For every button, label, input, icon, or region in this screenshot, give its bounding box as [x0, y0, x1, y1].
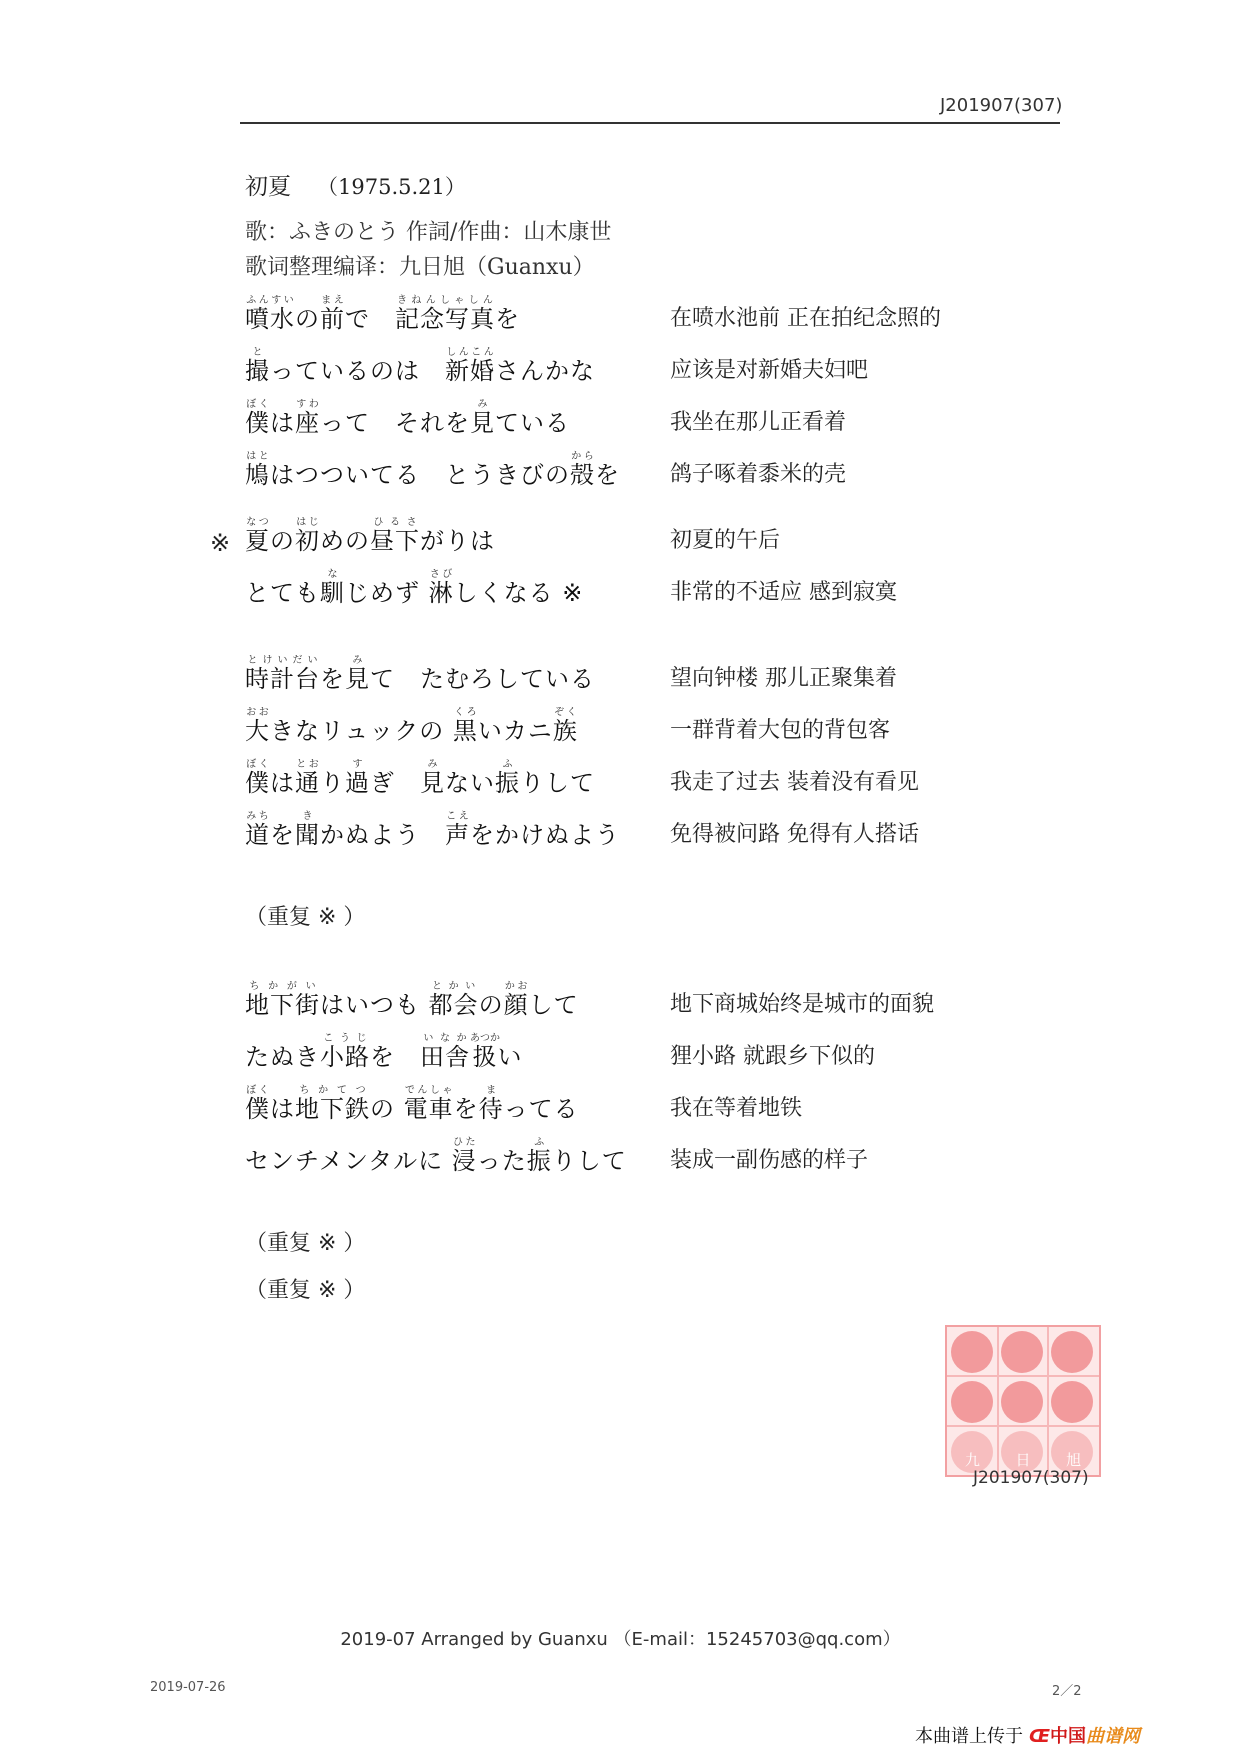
chinese-translation: 地下商城始终是城市的面貌: [670, 992, 935, 1017]
lyric-line: [245, 702, 1065, 754]
japanese-lyric: 夏なつの初はじめの昼下ひるさがりは: [245, 517, 495, 555]
seal-char: 九: [964, 1451, 980, 1469]
japanese-lyric: センチメンタルに 浸ひたった振ふりして: [245, 1137, 627, 1175]
chinese-translation: 鸽子啄着黍米的壳: [670, 462, 847, 487]
song-date: （1975.5.21）: [317, 175, 466, 199]
furigana-word: 昼下ひるさ: [370, 517, 420, 555]
header-rule: [240, 122, 1060, 124]
chinese-translation: 望向钟楼 那儿正聚集着: [670, 666, 897, 691]
japanese-lyric: たぬき小路こうじを 田舎いなか扱あつかい: [245, 1033, 523, 1071]
furigana-word: 殻から: [570, 451, 595, 489]
furigana-word: 浸ひた: [451, 1137, 477, 1175]
furigana-word: 時計台とけいだい: [245, 655, 320, 693]
repeat-chorus: （重复 ※ ）: [245, 1278, 366, 1303]
song-title: 初夏: [245, 174, 291, 200]
furigana-word: 僕ぼく: [245, 1085, 270, 1123]
song-credits: 歌：ふきのとう 作詞/作曲：山木康世: [245, 220, 612, 245]
lyric-verse: [245, 976, 1065, 1184]
furigana-word: 記念写真きねんしゃしん: [395, 295, 495, 333]
site-logo-text: 曲谱网: [1086, 1726, 1141, 1747]
chinese-translation: 我坐在那儿正看着: [670, 410, 847, 435]
furigana-word: 鳩はと: [245, 451, 270, 489]
japanese-lyric: 地下街ちかがいはいつも 都会とかいの顔かおして: [245, 981, 579, 1019]
lyric-line: [245, 446, 1065, 498]
furigana-word: 過す: [345, 759, 370, 797]
lyric-line: [245, 976, 1065, 1028]
furigana-word: 僕ぼく: [245, 399, 270, 437]
furigana-word: 振ふ: [526, 1137, 552, 1175]
furigana-word: 小路こうじ: [320, 1033, 370, 1071]
japanese-lyric: 撮とっているのは 新婚しんこんさんかな: [245, 347, 595, 385]
chinese-translation: 免得被问路 免得有人搭话: [670, 822, 919, 847]
footer-credit: 2019-07 Arranged by Guanxu （E-mail：15245703@qq.com）: [340, 1629, 901, 1650]
site-logo-icon: Œ: [1029, 1726, 1051, 1747]
furigana-word: 新婚しんこん: [445, 347, 495, 385]
furigana-word: 振ふ: [495, 759, 520, 797]
chinese-translation: 在喷水池前 正在拍纪念照的: [670, 306, 941, 331]
site-logo-text: 中国: [1050, 1726, 1087, 1747]
furigana-word: 聞き: [295, 811, 320, 849]
furigana-word: 地下街ちかがい: [245, 981, 320, 1019]
lyric-line: [245, 342, 1065, 394]
lyric-line: [245, 806, 1065, 858]
repeat-chorus: （重复 ※ ）: [245, 1231, 366, 1256]
lyric-line: [245, 754, 1065, 806]
furigana-word: 声こえ: [445, 811, 470, 849]
repeat-chorus: （重复 ※ ）: [245, 905, 366, 930]
header-code: J201907(307): [940, 95, 1063, 116]
furigana-word: 大おお: [245, 707, 270, 745]
japanese-lyric: とても馴なじめず 淋さびしくなる ※: [245, 569, 584, 607]
furigana-word: 道みち: [245, 811, 270, 849]
furigana-word: 淋さび: [428, 569, 454, 607]
upload-note: [915, 1722, 1140, 1748]
furigana-word: 見み: [470, 399, 495, 437]
furigana-word: 夏なつ: [245, 517, 270, 555]
furigana-word: 扱あつか: [470, 1033, 500, 1071]
lyric-line: [245, 1028, 1065, 1080]
japanese-lyric: 道みちを聞きかぬよう 声こえをかけぬよう: [245, 811, 620, 849]
upload-text: 本曲谱上传于: [915, 1726, 1023, 1747]
seal-characters: [947, 1449, 1099, 1470]
translator-credit: 歌词整理编译：九日旭（Guanxu）: [245, 255, 595, 280]
chinese-translation: 一群背着大包的背包客: [670, 718, 891, 743]
furigana-word: 田舎いなか: [420, 1033, 470, 1071]
lyric-line: [245, 564, 1065, 616]
seal-char: 日: [1015, 1451, 1031, 1469]
furigana-word: 噴水ふんすい: [245, 295, 295, 333]
furigana-word: 顔かお: [503, 981, 529, 1019]
furigana-word: 僕ぼく: [245, 759, 270, 797]
japanese-lyric: 時計台とけいだいを見みて たむろしている: [245, 655, 595, 693]
japanese-lyric: 噴水ふんすいの前まえで 記念写真きねんしゃしんを: [245, 295, 520, 333]
japanese-lyric: 僕ぼくは通とおり過すぎ 見みない振ふりして: [245, 759, 595, 797]
lyric-line: [245, 512, 1065, 564]
footer-date: 2019-07-26: [150, 1680, 226, 1695]
chinese-translation: 初夏的午后: [670, 528, 781, 553]
furigana-word: 待ま: [478, 1085, 504, 1123]
furigana-word: 族ぞく: [552, 707, 578, 745]
seal-code: J201907(307): [973, 1468, 1089, 1488]
furigana-word: 座すわ: [295, 399, 320, 437]
lyric-line: [245, 1080, 1065, 1132]
chinese-translation: 应该是对新婚夫妇吧: [670, 358, 869, 383]
furigana-word: 初はじ: [295, 517, 320, 555]
furigana-word: 地下鉄ちかてつ: [295, 1085, 370, 1123]
lyric-line: [245, 1132, 1065, 1184]
furigana-word: 都会とかい: [428, 981, 479, 1019]
page-number: 2／2: [1052, 1684, 1082, 1699]
translator-seal: [945, 1325, 1101, 1477]
lyric-line: [245, 290, 1065, 342]
furigana-word: 見み: [345, 655, 370, 693]
song-title-line: [245, 168, 466, 201]
furigana-word: 電車でんしゃ: [403, 1085, 454, 1123]
chorus-mark: ※: [210, 529, 231, 557]
furigana-word: 馴な: [320, 569, 345, 607]
chinese-translation: 装成一副伤感的样子: [670, 1148, 869, 1173]
chinese-translation: 我走了过去 装着没有看见: [670, 770, 919, 795]
japanese-lyric: 大おおきなリュックの 黒くろいカニ族ぞく: [245, 707, 578, 745]
furigana-word: 黒くろ: [452, 707, 478, 745]
furigana-word: 前まえ: [320, 295, 345, 333]
lyric-line: [245, 394, 1065, 446]
chinese-translation: 狸小路 就跟乡下似的: [670, 1044, 875, 1069]
chinese-translation: 非常的不适应 感到寂寞: [670, 580, 897, 605]
japanese-lyric: 僕ぼくは座すわって それを見みている: [245, 399, 570, 437]
lyric-verse: [245, 512, 1065, 616]
chinese-translation: 我在等着地铁: [670, 1096, 803, 1121]
japanese-lyric: 僕ぼくは地下鉄ちかてつの 電車でんしゃを待まってる: [245, 1085, 579, 1123]
lyric-verse: [245, 290, 1065, 498]
furigana-word: 見み: [420, 759, 445, 797]
seal-char: 旭: [1066, 1451, 1082, 1469]
lyric-line: [245, 650, 1065, 702]
lyric-verse: [245, 650, 1065, 858]
japanese-lyric: 鳩はとはつついてる とうきびの殻からを: [245, 451, 620, 489]
furigana-word: 通とお: [295, 759, 320, 797]
furigana-word: 撮と: [245, 347, 270, 385]
